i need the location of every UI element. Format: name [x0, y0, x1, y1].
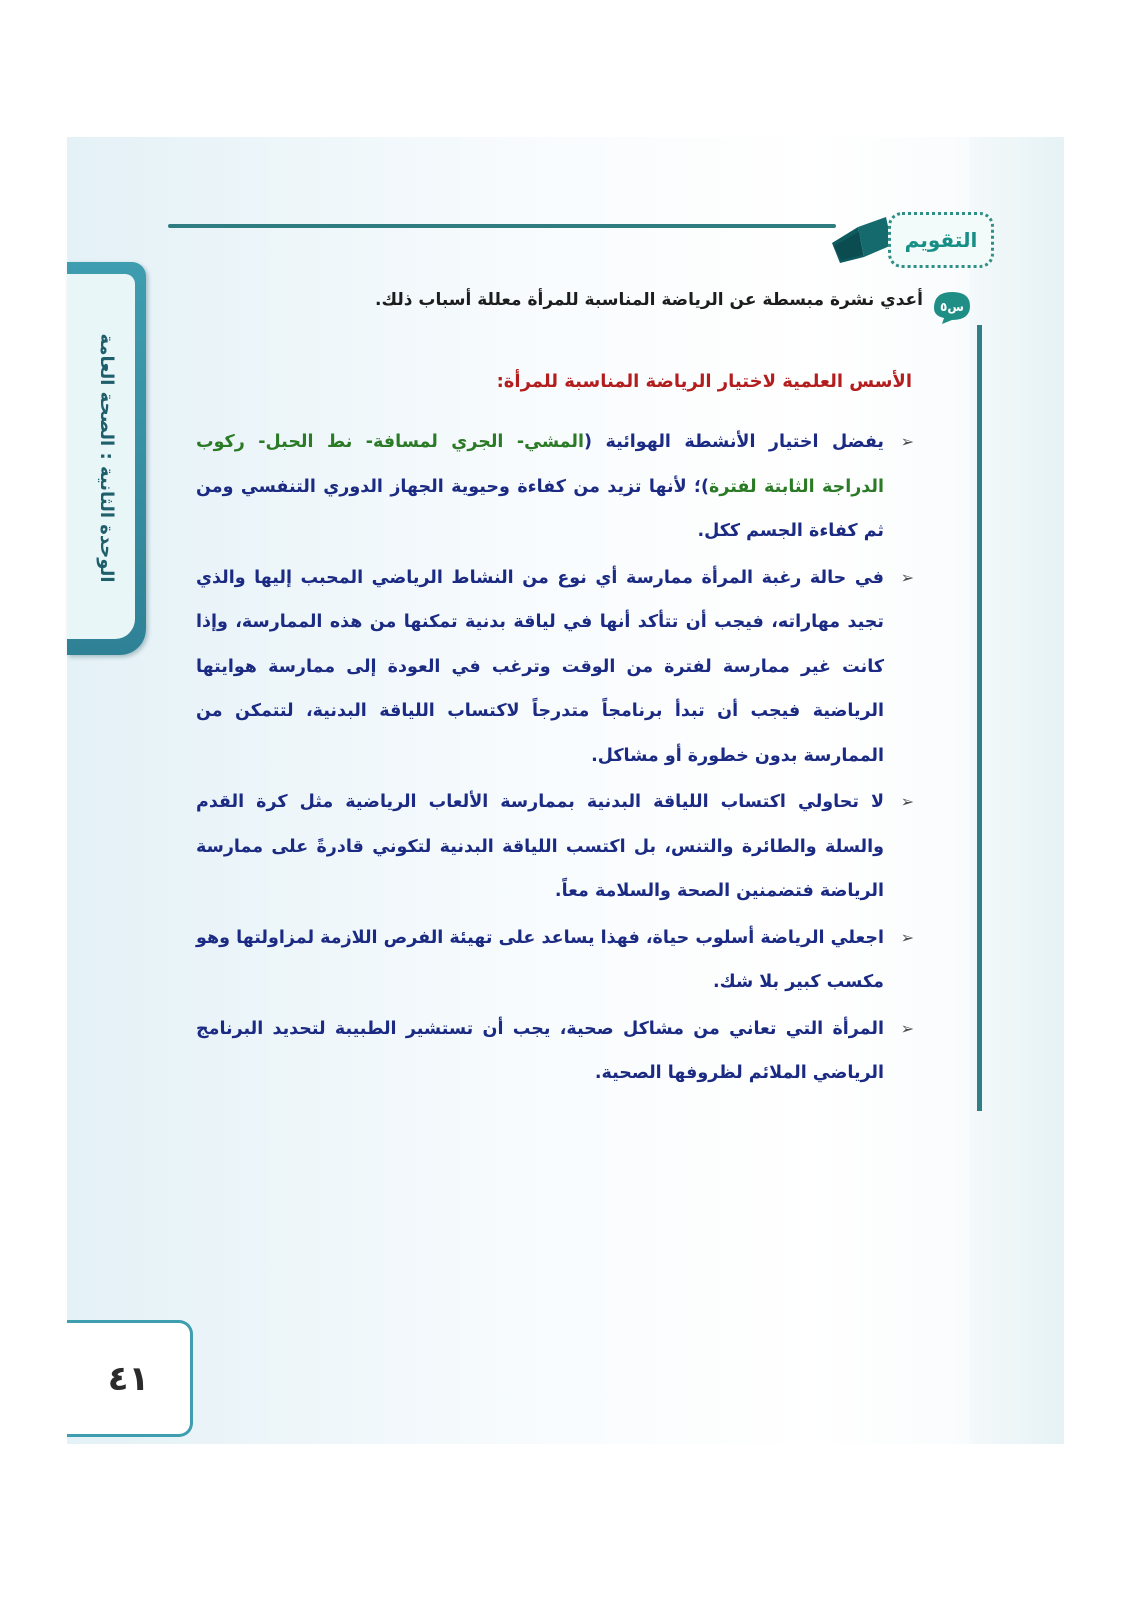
bullet-arrow-icon: ➢	[900, 927, 914, 947]
bullet-arrow-icon: ➢	[900, 1018, 914, 1038]
book-icon	[828, 213, 896, 265]
vertical-divider	[977, 325, 982, 1111]
unit-side-tab	[67, 262, 146, 655]
bullet-1-tail: )؛ لأنها تزيد من كفاءة وحيوية الجهاز الدوري التنفسي ومن ثم كفاءة الجسم ككل.	[196, 476, 884, 541]
list-item	[196, 780, 914, 914]
panel-right-band	[969, 137, 1064, 1444]
unit-side-tab-inner	[67, 274, 135, 639]
list-item	[196, 1007, 914, 1096]
page-number-box	[67, 1320, 193, 1437]
bullet-arrow-icon: ➢	[900, 567, 914, 587]
list-item	[196, 556, 914, 779]
question-text: أعدي نشرة مبسطة عن الرياضة المناسبة للمرأة معللة أسباب ذلك.	[375, 290, 923, 310]
list-item	[196, 420, 914, 554]
header-rule	[168, 224, 836, 228]
section-label: التقويم	[904, 228, 978, 252]
question-badge-label: س٥	[940, 300, 964, 314]
page-number: ٤١	[107, 1358, 150, 1399]
content-title: الأسس العلمية لاختيار الرياضة المناسبة للمرأة:	[496, 371, 912, 392]
bullet-2-text: في حالة رغبة المرأة ممارسة أي نوع من النشاط الرياضي المحبب إليها والذي تجيد مهاراته، فيجب أن تتأكد أنها في لياقة بدنية تمكنها من هذه الممارسة، وإذا كانت غير ممارسة لفترة من الوقت وترغب في العودة إلى ممارسة هوايتها الرياضية فيجب أن تبدأ برنامجاً متدرجاً لاكتساب اللياقة البدنية، لتتمكن من الممارسة بدون خطورة أو مشاكل.	[196, 567, 884, 766]
unit-title: الوحدة الثانية : الصحة العامة	[96, 333, 117, 583]
bullet-3-text: لا تحاولي اكتساب اللياقة البدنية بممارسة الألعاب الرياضية مثل كرة القدم والسلة والطائرة والتنس، بل اكتسب اللياقة البدنية لتكوني قادرةً على ممارسة الرياضة فتضمنين الصحة والسلامة معاً.	[196, 792, 884, 901]
bullet-arrow-icon: ➢	[900, 792, 914, 811]
bullet-1-highlight: المشي- الجري لمسافة- نط الحبل- ركوب الدراجة الثابتة لفترة	[196, 432, 884, 497]
list-item	[196, 916, 914, 1005]
question-badge-icon	[930, 288, 974, 326]
content-body	[196, 371, 914, 1098]
bullet-arrow-icon: ➢	[900, 432, 914, 451]
bullet-1-lead: يفضل اختيار الأنشطة الهوائية (	[583, 432, 884, 452]
bullet-5-text: المرأة التي تعاني من مشاكل صحية، يجب أن تستشير الطبيبة لتحديد البرنامج الرياضي الملائم لظروفها الصحية.	[196, 1018, 884, 1083]
bullet-4-text: اجعلي الرياضة أسلوب حياة، فهذا يساعد على تهيئة الفرص اللازمة لمزاولتها وهو مكسب كبير بلا شك.	[196, 927, 884, 992]
section-label-tag	[888, 212, 994, 268]
bullet-list	[196, 420, 914, 1096]
